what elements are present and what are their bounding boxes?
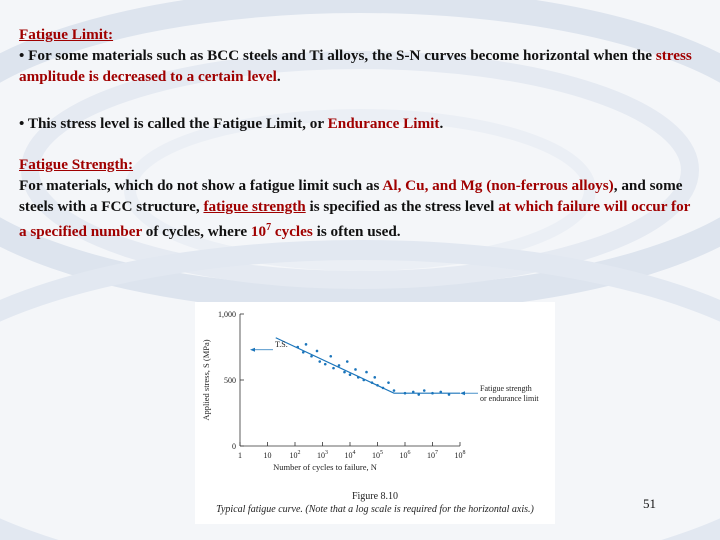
data-point xyxy=(338,364,341,367)
data-point xyxy=(332,367,335,370)
x-tick-label: $10^6$ xyxy=(399,450,411,460)
x-tick-label: $10^2$ xyxy=(289,450,301,460)
data-point xyxy=(324,363,327,366)
data-point xyxy=(329,355,332,358)
fatigue-strength-heading: Fatigue Strength: xyxy=(19,156,134,173)
data-point xyxy=(448,393,451,396)
data-point xyxy=(412,391,415,394)
data-point xyxy=(439,391,442,394)
data-point xyxy=(371,381,374,384)
fatigue-limit-bullet-1: • For some materials such as BCC steels and Ti alloys, the S-N curves become horizontal when the stress amplitude is decreased to a certain level. xyxy=(19,47,692,85)
data-point xyxy=(387,381,390,384)
y-tick-label: 1,000 xyxy=(218,310,236,319)
data-point xyxy=(316,350,319,353)
y-tick-label: 0 xyxy=(232,442,236,451)
y-axis-label: Applied stress, S (MPa) xyxy=(201,339,211,421)
x-tick-label: $10^7$ xyxy=(427,450,438,460)
data-point xyxy=(305,343,308,346)
x-tick-label: $10^8$ xyxy=(454,450,466,460)
ts-label: T.S. xyxy=(275,339,288,349)
data-point xyxy=(296,346,299,349)
data-point xyxy=(376,384,379,387)
y-tick-label: 500 xyxy=(224,376,236,385)
data-point xyxy=(431,392,434,395)
data-point xyxy=(362,379,365,382)
data-point xyxy=(365,371,368,374)
limit-arrow-head xyxy=(460,391,465,395)
data-point xyxy=(393,389,396,392)
fatigue-curve-chart xyxy=(195,302,555,492)
figure-caption xyxy=(195,490,555,516)
fatigue-limit-bullet-2: • This stress level is called the Fatigue Limit, or Endurance Limit. xyxy=(19,115,444,132)
data-point xyxy=(310,355,313,358)
ts-arrow-head xyxy=(250,348,255,352)
figure-caption-text: Typical fatigue curve. (Note that a log scale is required for the horizontal axis.) xyxy=(216,504,534,515)
data-point xyxy=(343,371,346,374)
data-point xyxy=(302,351,305,354)
data-point xyxy=(423,389,426,392)
x-tick-label: $10^4$ xyxy=(344,450,356,460)
x-tick-label: 10 xyxy=(263,451,272,460)
data-point xyxy=(404,392,407,395)
data-point xyxy=(318,360,321,363)
data-point xyxy=(349,373,352,376)
data-point xyxy=(382,387,385,390)
limit-label-1: Fatigue strength xyxy=(480,384,532,394)
figure-title: Figure 8.10 xyxy=(351,491,399,502)
data-point xyxy=(346,360,349,363)
slide-body xyxy=(19,24,699,242)
x-tick-label: 1 xyxy=(238,451,242,460)
fatigue-strength-paragraph: For materials, which do not show a fatigue limit such as Al, Cu, and Mg (non-ferrous alloys), and some steels with a FCC structure, fatigue strength is specified as the stress level at which failure will occur for a specified number of cycles, where $10^7$ cycles is often used. xyxy=(19,177,691,241)
fatigue-curve-line xyxy=(276,338,460,393)
x-tick-label: $10^5$ xyxy=(372,450,383,460)
x-tick-label: $10^3$ xyxy=(317,450,328,460)
data-point xyxy=(357,376,360,379)
x-axis-label: Number of cycles to failure, N xyxy=(273,462,377,472)
data-point xyxy=(354,368,357,371)
fatigue-limit-heading: Fatigue Limit: xyxy=(19,26,114,43)
limit-label-2: or endurance limit xyxy=(480,394,539,404)
page-number: 51 xyxy=(643,496,656,511)
data-point xyxy=(417,393,420,396)
data-point xyxy=(373,376,376,379)
